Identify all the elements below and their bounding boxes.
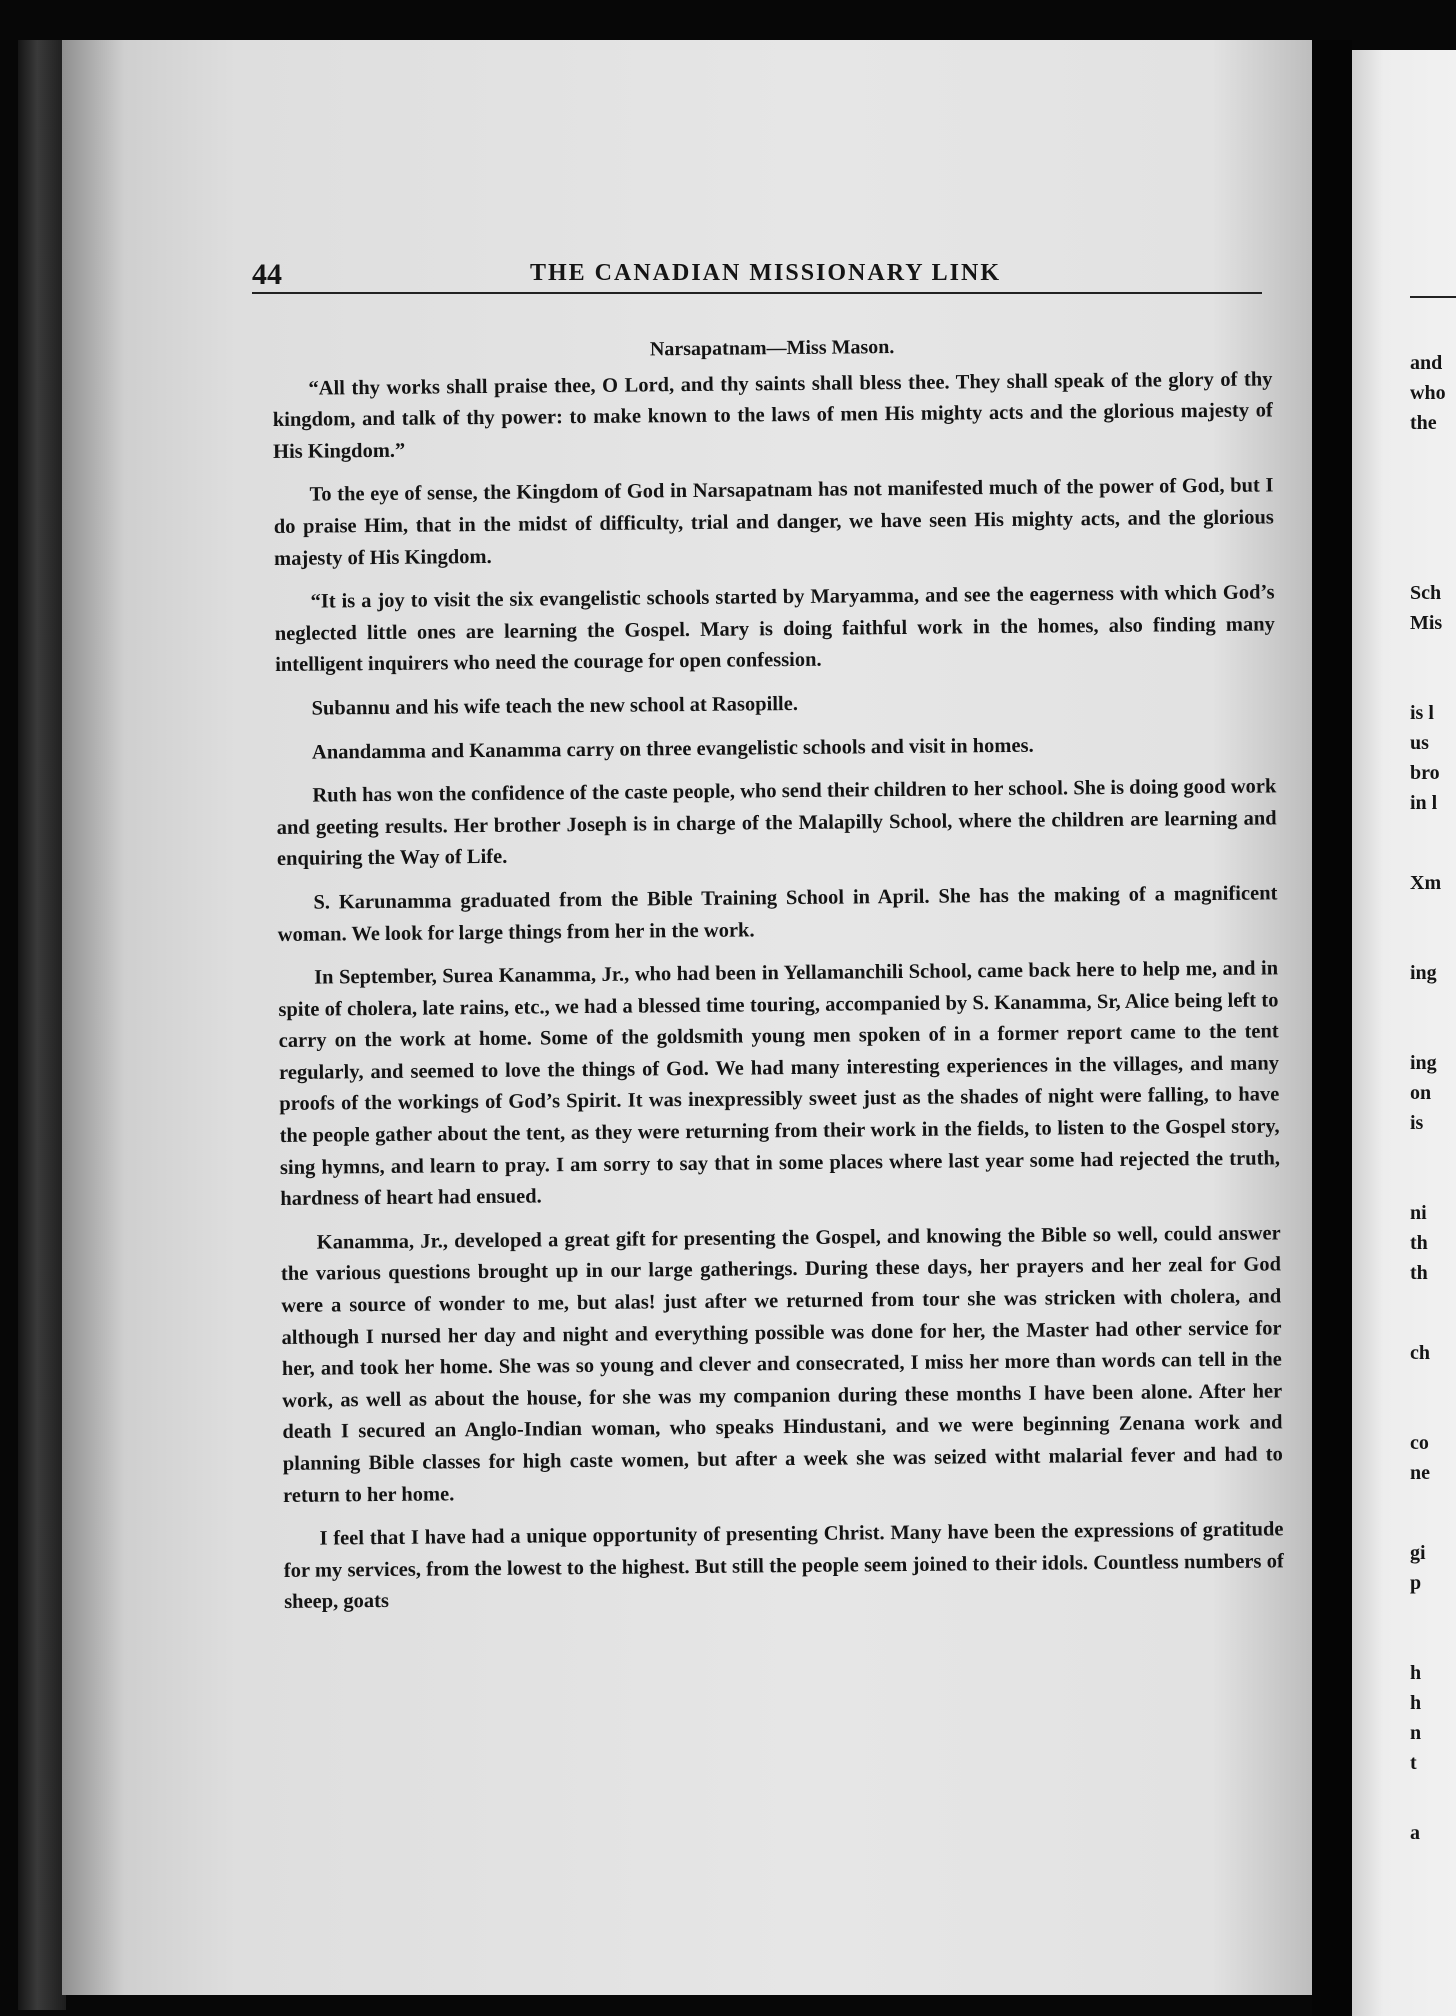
paragraph: “It is a joy to visit the six evangelistic schools started by Maryamma, and see the eagerness with which God’s neglected little ones are learning the Gospel. Mary is doing faithful work in the homes, also finding many intelligent inquirers who need the courage for open confession.: [274, 581, 1275, 677]
paragraph: I feel that I have had a unique opportunity of presenting Christ. Many have been the expressions of gratitude for my services, from the lowest to the highest. But still the people seem joined to their idols. Countless numbers of sheep, goats: [283, 1518, 1284, 1614]
paragraph: “All thy works shall praise thee, O Lord, and thy saints shall bless thee. They shall speak of the glory of thy kingdom, and talk of thy power: to make known to the laws of men His mighty acts and the glorious majesty of His Kingdom.”: [272, 367, 1273, 463]
right-fragment: ne: [1410, 1462, 1430, 1484]
right-fragment: in l: [1410, 792, 1438, 814]
paragraph: To the eye of sense, the Kingdom of God in Narsapatnam has not manifested much of the power of God, but I do praise Him, that in the midst of difficulty, trial and danger, we have seen His mighty acts, and the glorious majesty of His Kingdom.: [273, 474, 1274, 570]
right-fragment: the: [1410, 412, 1437, 434]
book-spine: [18, 40, 66, 2010]
paragraph: Anandamma and Kanamma carry on three evangelistic schools and visit in homes.: [311, 734, 1034, 764]
right-fragment: bro: [1410, 762, 1440, 784]
paragraph: In September, Surea Kanamma, Jr., who had been in Yellamanchili School, came back here to help me, and in spite of cholera, late rains, etc., we had a blessed time touring, accompanied by S. Kanamma, Sr, Alice being left to carry on the work at home. Some of the goldsmith young men spoken of in a former report came to the tent regularly, and seemed to love the things of God. We had many interesting experiences in the villages, and many proofs of the workings of God’s Spirit. It was inexpressibly sweet just as the shades of night were falling, to have the people gather about the tent, as they were returning from their work in the fields, to listen to the Gospel story, sing hymns, and learn to pray. I am sorry to say that in some places where last year some had rejected the truth, hardness of heart had ensued.: [278, 957, 1281, 1211]
right-fragment: and: [1410, 352, 1443, 374]
right-fragment: is: [1410, 1112, 1424, 1134]
article-title: Narsapatnam—Miss Mason.: [649, 336, 895, 361]
paragraph: Ruth has won the confidence of the caste people, who send their children to her school. She is doing good work and geeting results. Her brother Joseph is in charge of the Malapilly School, where the children are learning and enquiring the Way of Life.: [276, 775, 1277, 871]
right-fragment: th: [1410, 1232, 1428, 1254]
right-fragment: n: [1410, 1722, 1422, 1744]
right-fragment: on: [1410, 1082, 1432, 1104]
right-fragment: a: [1410, 1822, 1420, 1844]
paragraph: Subannu and his wife teach the new school at Rasopille.: [311, 692, 799, 720]
right-fragment: ni: [1410, 1202, 1427, 1224]
page-number: 44: [252, 258, 282, 291]
right-fragment: ing: [1410, 1052, 1437, 1074]
paragraph: Kanamma, Jr., developed a great gift for presenting the Gospel, and knowing the Bible so well, could answer the various questions brought up in our large gatherings. During these days, her prayers and her zeal for God were a source of wonder to me, but alas! just after we returned from tour she was stricken with cholera, and although I nursed her day and night and everything possible was done for her, the Master had other service for her, and took her home. She was so young and clever and consecrated, I miss her more than words can tell in the work, as well as about the house, for she was my companion during these months I have been alone. After her death I secured an Anglo-Indian woman, who speaks Hindustani, and we were beginning Zenana work and planning Bible classes for high caste women, but after a week she was seized witht malarial fever and had to return to her home.: [280, 1222, 1283, 1507]
right-fragment: gi: [1410, 1542, 1426, 1564]
right-page-header-rule: [1410, 296, 1456, 298]
right-fragment: us: [1410, 732, 1429, 754]
right-fragment: Mis: [1410, 612, 1443, 634]
right-fragment: t: [1410, 1752, 1417, 1774]
running-title: THE CANADIAN MISSIONARY LINK: [530, 260, 1001, 286]
page-gutter: [1312, 40, 1352, 2016]
right-fragment: th: [1410, 1262, 1428, 1284]
right-fragment: Xm: [1410, 872, 1442, 894]
right-fragment: ing: [1410, 962, 1437, 984]
article: [272, 328, 1284, 1631]
right-fragment: is l: [1410, 702, 1434, 724]
paragraph: S. Karunamma graduated from the Bible Training School in April. She has the making of a magnificent woman. We look for large things from her in the work.: [277, 882, 1278, 946]
header-rule: [252, 292, 1262, 294]
right-fragment: ch: [1410, 1342, 1430, 1364]
right-fragment: h: [1410, 1662, 1422, 1684]
right-fragment: p: [1410, 1572, 1422, 1594]
right-fragment: co: [1410, 1432, 1429, 1454]
right-fragment: who: [1410, 382, 1446, 404]
right-fragment: h: [1410, 1692, 1422, 1714]
right-fragment: Sch: [1410, 582, 1442, 604]
right-page: [1352, 50, 1456, 2016]
